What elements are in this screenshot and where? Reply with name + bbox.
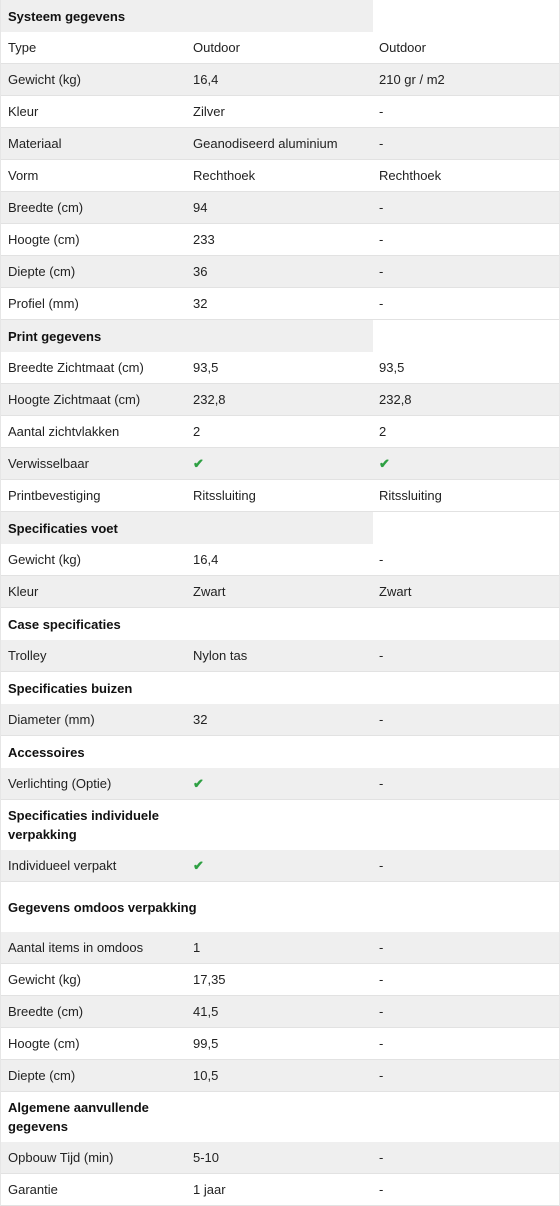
cell-value: - [379,264,384,279]
table-edge [0,0,1,1206]
row-label: Gewicht (kg) [8,972,81,987]
table-row [0,576,560,608]
table-row [0,1142,560,1174]
cell-value: 2 [193,424,201,439]
row-label: Breedte Zichtmaat (cm) [8,360,144,375]
cell-value: Zilver [193,104,225,119]
table-row [0,640,560,672]
section-title: Accessoires [0,736,373,768]
table-row [0,64,560,96]
cell-value: 36 [193,264,208,279]
cell-value: - [379,136,384,151]
cell-value: - [379,104,384,119]
cell-value: 210 gr / m2 [379,72,445,87]
table-row [0,448,560,480]
row-label: Individueel verpakt [8,858,117,873]
cell-value: Geanodiseerd aluminium [193,136,338,151]
cell-value: Rechthoek [193,168,256,183]
row-label: Diepte (cm) [8,1068,76,1083]
row-label: Kleur [8,104,39,119]
check-icon: ✔ [193,776,204,791]
table-row [0,32,560,64]
cell-value: 233 [193,232,215,247]
cell-value: - [379,776,384,791]
row-label: Vorm [8,168,39,183]
check-icon: ✔ [193,456,204,471]
row-label: Diepte (cm) [8,264,76,279]
cell-value: Rechthoek [379,168,442,183]
section-header-accessoires [0,736,560,768]
section-title: Specificaties individuele verpakking [0,800,373,850]
section-header-gegevens-omdoos-verpakking [0,882,560,932]
cell-value: Zwart [193,584,226,599]
table-row [0,288,560,320]
section-header-specificaties-buizen [0,672,560,704]
row-label: Verwisselbaar [8,456,89,471]
table-row [0,224,560,256]
cell-value: - [379,296,384,311]
cell-value: Outdoor [379,40,426,55]
row-label: Verlichting (Optie) [8,776,112,791]
cell-value: Outdoor [193,40,240,55]
row-label: Trolley [8,648,47,663]
cell-value: Nylon tas [193,648,248,663]
cell-value: 16,4 [193,552,219,567]
cell-value: 93,5 [379,360,405,375]
cell-value: 94 [193,200,208,215]
cell-value: 232,8 [193,392,226,407]
table-row [0,416,560,448]
cell-value: - [379,200,384,215]
section-header-specificaties-voet [0,512,560,544]
cell-value: - [379,940,384,955]
cell-value: - [379,1150,384,1165]
cell-value: Ritssluiting [379,488,442,503]
cell-value: 32 [193,296,208,311]
cell-value [193,768,369,799]
section-title: Algemene aanvullende gegevens [0,1092,373,1142]
cell-value: - [379,232,384,247]
cell-value [193,448,369,479]
cell-value: 99,5 [193,1036,219,1051]
table-row [0,192,560,224]
cell-value: 5-10 [193,1150,220,1165]
cell-value: 16,4 [193,72,219,87]
table-row [0,932,560,964]
section-header-print-gegevens [0,320,560,352]
row-label: Hoogte (cm) [8,1036,80,1051]
row-label: Profiel (mm) [8,296,79,311]
cell-value: - [379,1068,384,1083]
section-header-algemene-aanvullende-gegevens [0,1092,560,1142]
row-label: Hoogte (cm) [8,232,80,247]
cell-value: 2 [379,424,387,439]
table-row [0,544,560,576]
table-row [0,352,560,384]
table-row [0,704,560,736]
cell-value: 17,35 [193,972,226,987]
section-title: Print gegevens [0,320,373,352]
row-label: Hoogte Zichtmaat (cm) [8,392,141,407]
row-label: Aantal items in omdoos [8,940,144,955]
cell-value: - [379,972,384,987]
cell-value: - [379,712,384,727]
table-row [0,1060,560,1092]
cell-value: 93,5 [193,360,219,375]
cell-value: 41,5 [193,1004,219,1019]
section-header-specificaties-individuele-verpakking [0,800,560,850]
table-row [0,160,560,192]
row-label: Breedte (cm) [8,200,84,215]
table-row [0,964,560,996]
row-label: Breedte (cm) [8,1004,84,1019]
table-row [0,384,560,416]
row-label: Materiaal [8,136,62,151]
section-title: Specificaties buizen [0,672,373,704]
cell-value: 10,5 [193,1068,219,1083]
check-icon: ✔ [379,456,390,471]
row-label: Gewicht (kg) [8,552,81,567]
cell-value: 1 jaar [193,1182,226,1197]
cell-value: - [379,1004,384,1019]
cell-value: - [379,552,384,567]
table-row [0,1174,560,1206]
cell-value: - [379,1182,384,1197]
table-row [0,850,560,882]
row-label: Kleur [8,584,39,599]
section-title: Case specificaties [0,608,373,640]
table-row [0,128,560,160]
section-header-case-specificaties [0,608,560,640]
row-label: Gewicht (kg) [8,72,81,87]
row-label: Type [8,40,37,55]
cell-value: Zwart [379,584,412,599]
table-row [0,1028,560,1060]
table-row [0,96,560,128]
row-label: Garantie [8,1182,58,1197]
section-title: Systeem gegevens [0,0,373,32]
section-title: Specificaties voet [0,512,373,544]
cell-value: - [379,648,384,663]
cell-value [193,850,369,881]
row-label: Printbevestiging [8,488,101,503]
cell-value: - [379,1036,384,1051]
cell-value: 32 [193,712,208,727]
check-icon: ✔ [193,858,204,873]
row-label: Diameter (mm) [8,712,95,727]
table-row [0,480,560,512]
cell-value: - [379,858,384,873]
table-row [0,768,560,800]
row-label: Aantal zichtvlakken [8,424,120,439]
cell-value [379,448,555,479]
cell-value: Ritssluiting [193,488,256,503]
section-header-systeem-gegevens [0,0,560,32]
cell-value: 1 [193,940,201,955]
table-row [0,256,560,288]
row-label: Opbouw Tijd (min) [8,1150,114,1165]
cell-value: 232,8 [379,392,412,407]
table-row [0,996,560,1028]
section-title: Gegevens omdoos verpakking [0,882,373,932]
